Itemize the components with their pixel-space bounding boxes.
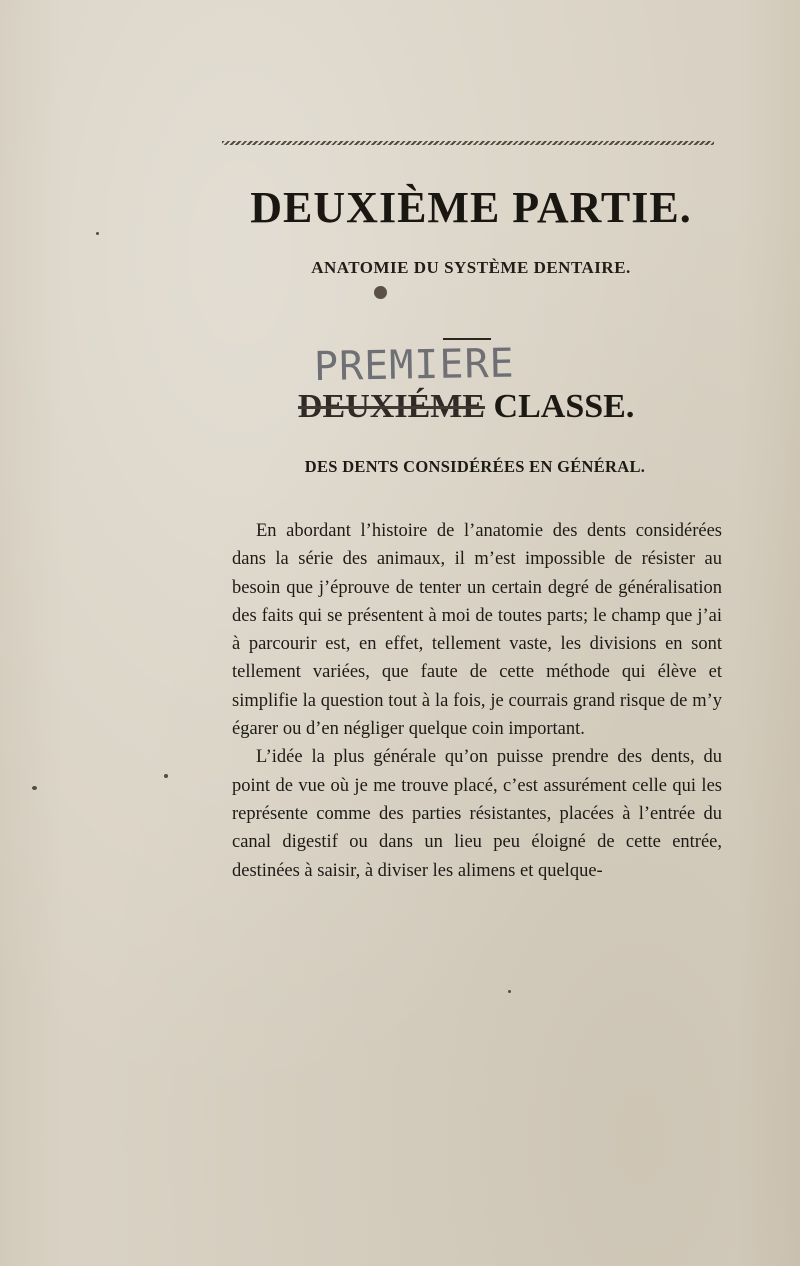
ink-blot [374,286,387,299]
handwritten-correction-stamp: PREMIERE [313,340,516,391]
class-word: CLASSE. [493,388,635,425]
body-text [232,517,722,885]
paragraph: L’idée la plus générale qu’on puisse prendre des dents, du point de vue où je me trouve placé, c’est assurément celle qui les représente comme des parties résistantes, placées à l’entrée du canal digestif ou dans un lieu peu éloigné de cette entrée, destinées à saisir, à diviser les alimens et quelque- [232,747,722,881]
paragraph: En abordant l’histoire de l’anatomie des dents considérées dans la série des animaux, il m’est impossible de résister au besoin que j’éprouve de tenter un certain degré de généralisation des faits qui se présentent à moi de toutes parts; le champ que j’ai à parcourir est, en effet, tellement vaste, les divisions en sont tellement variées, que faute de cette méthode qui élève et simplifie la question tout à la fois, je courrais grand risque de m’y égarer ou d’en négliger quelque coin important. [232,521,722,740]
paper-speck [508,990,511,993]
short-divider [443,338,491,340]
decorative-rule [222,141,714,145]
section-title: DES DENTS CONSIDÉRÉES EN GÉNÉRAL. [304,457,646,476]
struck-class-word: DEUXIÉME [298,388,486,425]
paper-speck [96,232,99,235]
paper-speck [164,774,168,778]
part-title: DEUXIÈME PARTIE. [250,183,692,232]
paper-speck [32,786,37,790]
class-heading [298,388,658,426]
part-subtitle: ANATOMIE DU SYSTÈME DENTAIRE. [311,258,631,277]
